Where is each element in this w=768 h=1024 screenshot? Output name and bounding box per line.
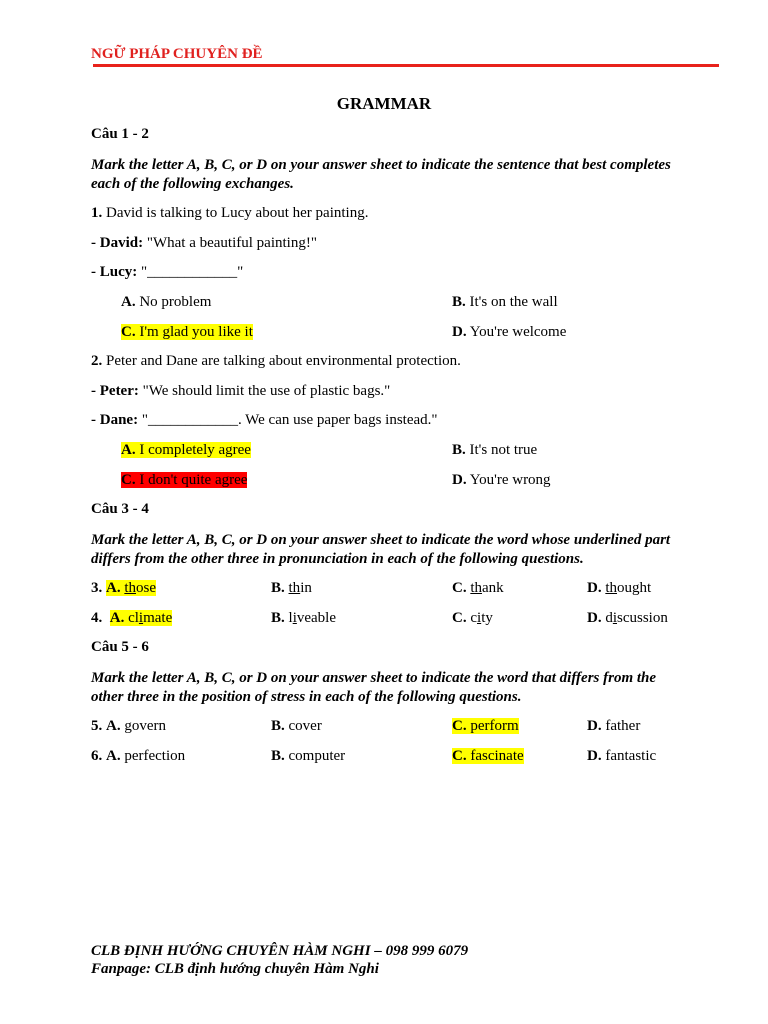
underlined-part: i (138, 610, 144, 626)
footer-fanpage-line: Fanpage: CLB định hướng chuyên Hàm Nghi (91, 961, 379, 977)
option-word (605, 610, 668, 626)
header-title: NGỮ PHÁP CHUYÊN ĐỀ (91, 46, 263, 62)
dialogue-text: "____________. We can use paper bags instead." (141, 412, 438, 428)
answer-highlight (106, 580, 156, 596)
question-number: 1. (91, 205, 103, 221)
dialogue-line-david (91, 235, 317, 252)
option-word (470, 580, 503, 596)
q1-option-c (121, 324, 253, 341)
footer-club-line: CLB ĐỊNH HƯỚNG CHUYÊN HÀM NGHI – 098 999 6079 (91, 943, 469, 959)
speaker-label: - Dane: (91, 412, 139, 428)
q3-option-d (587, 580, 651, 597)
section-instruction-3-4: Mark the letter A, B, C, or D on your answer sheet to indicate the word whose underlined part differs from the other three in pronunciation in each of the following questions. (91, 532, 671, 567)
underlined-part: i (612, 610, 618, 626)
option-word (289, 610, 336, 626)
question-text: Peter and Dane are talking about environmental protection. (106, 353, 461, 369)
option-word (470, 610, 493, 626)
underlined-part: th (288, 580, 301, 596)
q6-option-b (271, 748, 345, 765)
dialogue-text: "____________" (141, 264, 244, 280)
question-text: David is talking to Lucy about her painting. (106, 205, 369, 221)
option-letter: A. (106, 718, 121, 734)
question-2 (91, 353, 461, 370)
option-letter: C. (121, 324, 136, 340)
word-part: ank (482, 580, 504, 596)
q3-option-c (452, 580, 504, 597)
option-letter: C. (452, 580, 467, 596)
q6-option-d (587, 748, 656, 765)
option-text: father (605, 718, 641, 734)
q2-option-b (452, 442, 537, 459)
dialogue-line-lucy (91, 264, 243, 281)
q3-option-b (271, 580, 312, 597)
q5-option-c (452, 718, 519, 735)
question-number: 2. (91, 353, 103, 369)
word-part: c (470, 610, 478, 626)
option-letter: B. (271, 718, 285, 734)
dialogue-line-peter (91, 383, 390, 400)
option-text: You're welcome (469, 324, 567, 340)
option-letter: C. (452, 748, 467, 764)
question-number: 5. (91, 718, 103, 734)
option-letter: C. (452, 610, 467, 626)
underlined-part: i (292, 610, 297, 626)
option-letter: D. (587, 580, 602, 596)
option-text: It's not true (469, 442, 538, 458)
option-letter: D. (587, 718, 602, 734)
q4-option-a (91, 610, 172, 627)
option-text: govern (124, 718, 166, 734)
q4-option-d (587, 610, 668, 627)
option-letter: D. (452, 324, 467, 340)
underlined-part: th (605, 580, 618, 596)
answer-highlight (110, 610, 173, 626)
underlined-part: th (470, 580, 483, 596)
option-letter: A. (121, 294, 136, 310)
word-part: veable (296, 610, 336, 626)
option-text: fascinate (470, 748, 524, 764)
speaker-label: - David: (91, 235, 144, 251)
answer-highlight (121, 442, 251, 458)
section-instruction-1-2: Mark the letter A, B, C, or D on your answer sheet to indicate the sentence that best completes each of the following exchanges. (91, 157, 671, 192)
word-part: scussion (617, 610, 668, 626)
document-title: GRAMMAR (336, 94, 432, 113)
option-letter: D. (452, 472, 467, 488)
option-letter: B. (271, 580, 285, 596)
option-text: I'm glad you like it (139, 324, 253, 340)
dialogue-line-dane (91, 412, 438, 429)
q2-option-d (452, 472, 551, 489)
q4-option-c (452, 610, 493, 627)
option-text: It's on the wall (469, 294, 558, 310)
section-heading-5-6: Câu 5 - 6 (91, 639, 149, 655)
option-word (124, 580, 156, 596)
q2-option-a (121, 442, 251, 459)
option-letter: A. (106, 748, 121, 764)
word-part: d (605, 610, 613, 626)
option-letter: D. (587, 610, 602, 626)
option-letter: A. (106, 580, 121, 596)
option-text: perform (470, 718, 519, 734)
option-word (289, 580, 312, 596)
q6-option-a (91, 748, 185, 765)
q1-option-d (452, 324, 566, 341)
underlined-part: th (124, 580, 137, 596)
wrong-answer-highlight (121, 472, 247, 488)
answer-highlight (452, 718, 519, 734)
word-part: ose (136, 580, 157, 596)
question-number: 4. (91, 610, 103, 626)
option-word (605, 580, 651, 596)
dialogue-text: "We should limit the use of plastic bags." (142, 383, 391, 399)
question-1 (91, 205, 368, 222)
header-rule (93, 64, 719, 67)
option-word (128, 610, 172, 626)
word-part: l (288, 610, 293, 626)
option-letter: D. (587, 748, 602, 764)
underlined-part: i (477, 610, 482, 626)
q6-option-c (452, 748, 524, 765)
option-letter: A. (121, 442, 136, 458)
option-text: fantastic (605, 748, 657, 764)
q2-option-c (121, 472, 247, 489)
q3-option-a (91, 580, 156, 597)
option-text: cover (288, 718, 322, 734)
question-number: 3. (91, 580, 103, 596)
q4-option-b (271, 610, 336, 627)
q1-option-a (121, 294, 211, 311)
section-instruction-5-6: Mark the letter A, B, C, or D on your answer sheet to indicate the word that differs from the other three in the position of stress in each of the following questions. (91, 670, 657, 705)
q5-option-a (91, 718, 166, 735)
option-text: perfection (124, 748, 186, 764)
section-heading-1-2: Câu 1 - 2 (91, 126, 149, 142)
option-text: I don't quite agree (139, 472, 248, 488)
option-text: No problem (139, 294, 212, 310)
word-part: ty (481, 610, 493, 626)
section-heading-3-4: Câu 3 - 4 (91, 501, 149, 517)
word-part: mate (143, 610, 173, 626)
option-letter: C. (452, 718, 467, 734)
option-letter: B. (271, 748, 285, 764)
speaker-label: - Lucy: (91, 264, 138, 280)
answer-highlight (121, 324, 253, 340)
speaker-label: - Peter: (91, 383, 139, 399)
word-part: cl (128, 610, 139, 626)
option-text: computer (288, 748, 346, 764)
option-letter: B. (452, 294, 466, 310)
q1-option-b (452, 294, 558, 311)
q5-option-b (271, 718, 322, 735)
option-text: You're wrong (469, 472, 551, 488)
option-letter: A. (109, 610, 125, 626)
q5-option-d (587, 718, 640, 735)
option-text: I completely agree (139, 442, 251, 458)
dialogue-text: "What a beautiful painting!" (146, 235, 317, 251)
option-letter: B. (271, 610, 285, 626)
answer-highlight (452, 748, 524, 764)
question-number: 6. (91, 748, 103, 764)
option-letter: C. (121, 472, 136, 488)
option-letter: B. (452, 442, 466, 458)
word-part: ought (617, 580, 652, 596)
word-part: in (300, 580, 312, 596)
